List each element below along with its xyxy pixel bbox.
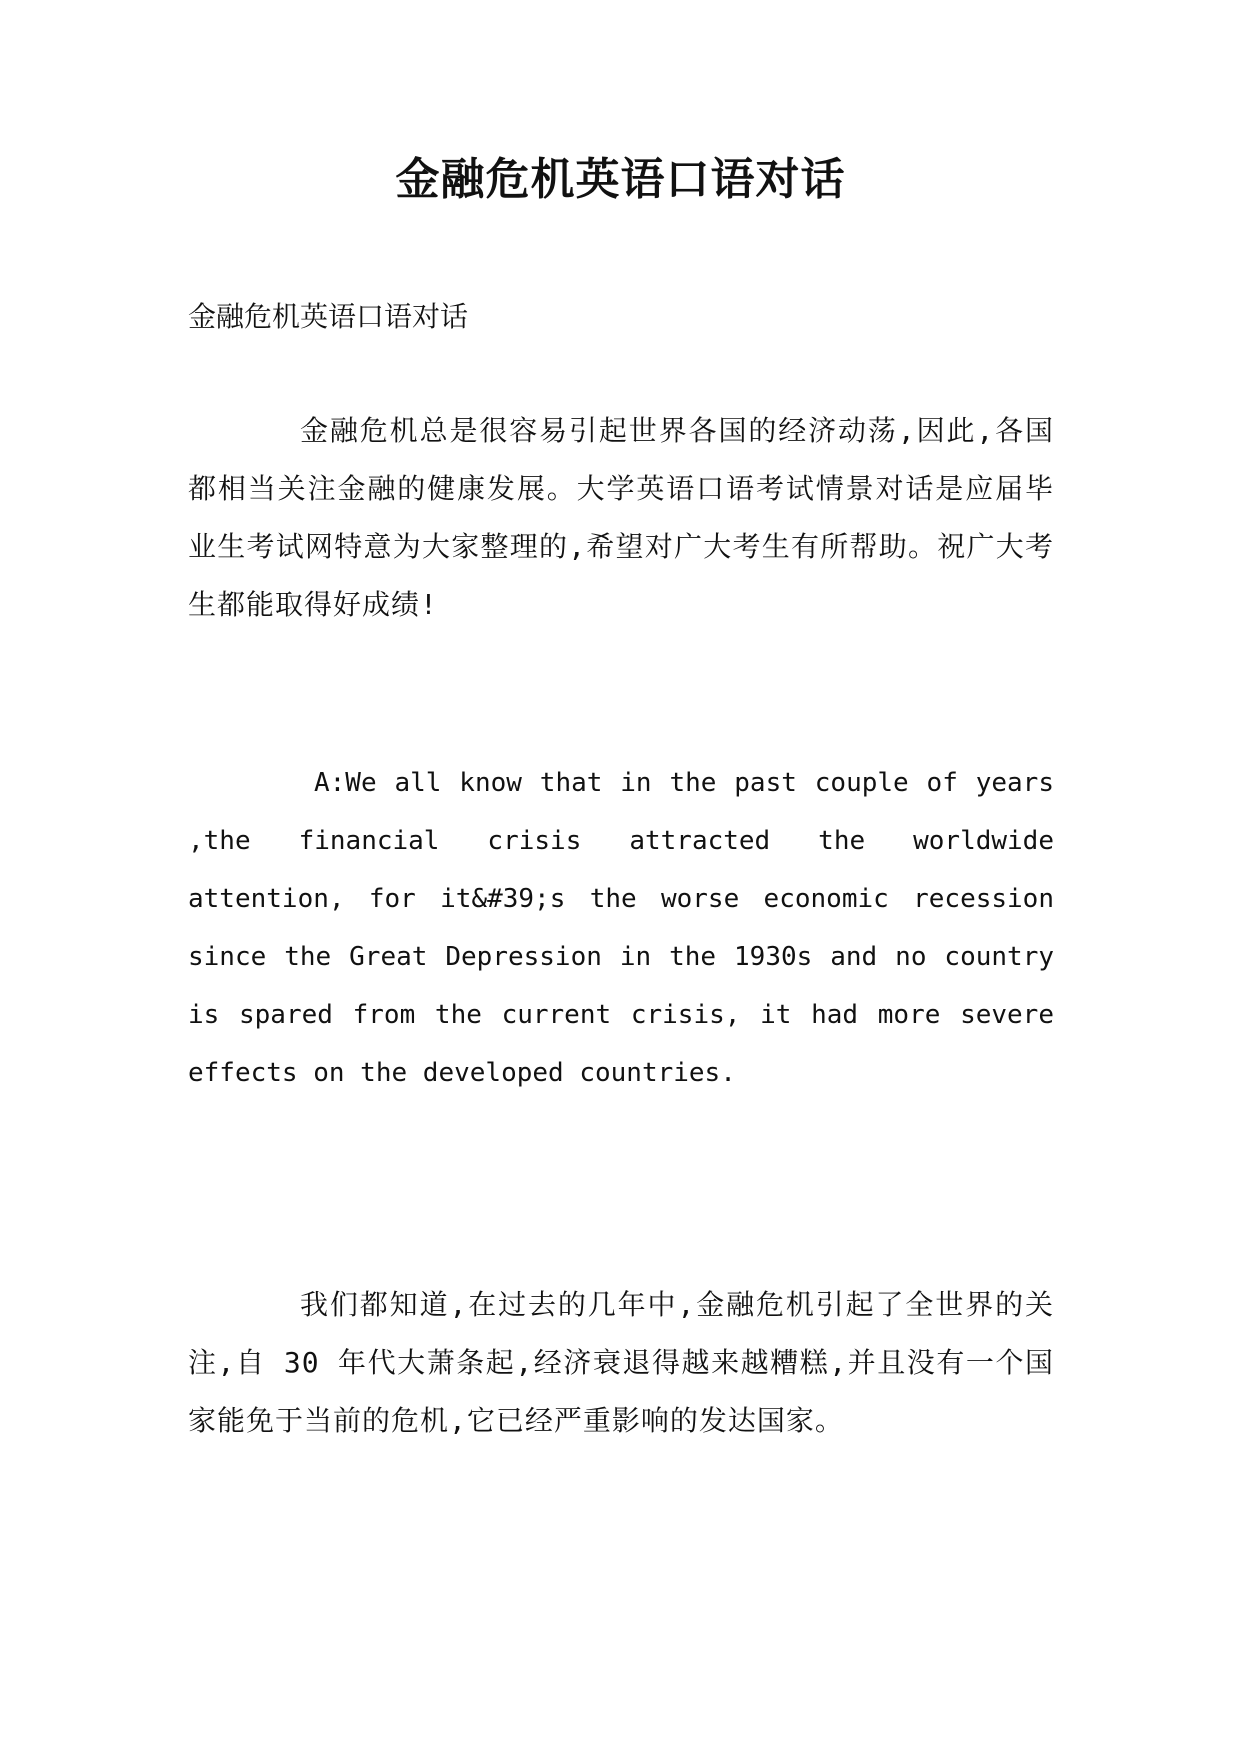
document-subtitle: 金融危机英语口语对话: [188, 300, 469, 333]
intro-paragraph: 金融危机总是很容易引起世界各国的经济动荡,因此,各国都相当关注金融的健康发展。大学英语口语考试情景对话是应届毕业生考试网特意为大家整理的,希望对广大考生有所帮助。祝广大考生都能取得好成绩!: [188, 414, 1054, 621]
document-title: 金融危机英语口语对话: [395, 154, 846, 205]
chinese-translation-paragraph: 我们都知道,在过去的几年中,金融危机引起了全世界的关注,自 30 年代大萧条起,经济衰退得越来越糟糕,并且没有一个国家能免于当前的危机,它已经严重影响的发达国家。: [188, 1288, 1054, 1437]
english-dialogue-paragraph: A:We all know that in the past couple of years ,the financial crisis attracted the worldwide attention, for it&#39;s the worse economic recession since the Great Depression in the 1930s and no country is spared from the current crisis, it had more severe effects on the developed countries.: [188, 768, 1054, 1088]
